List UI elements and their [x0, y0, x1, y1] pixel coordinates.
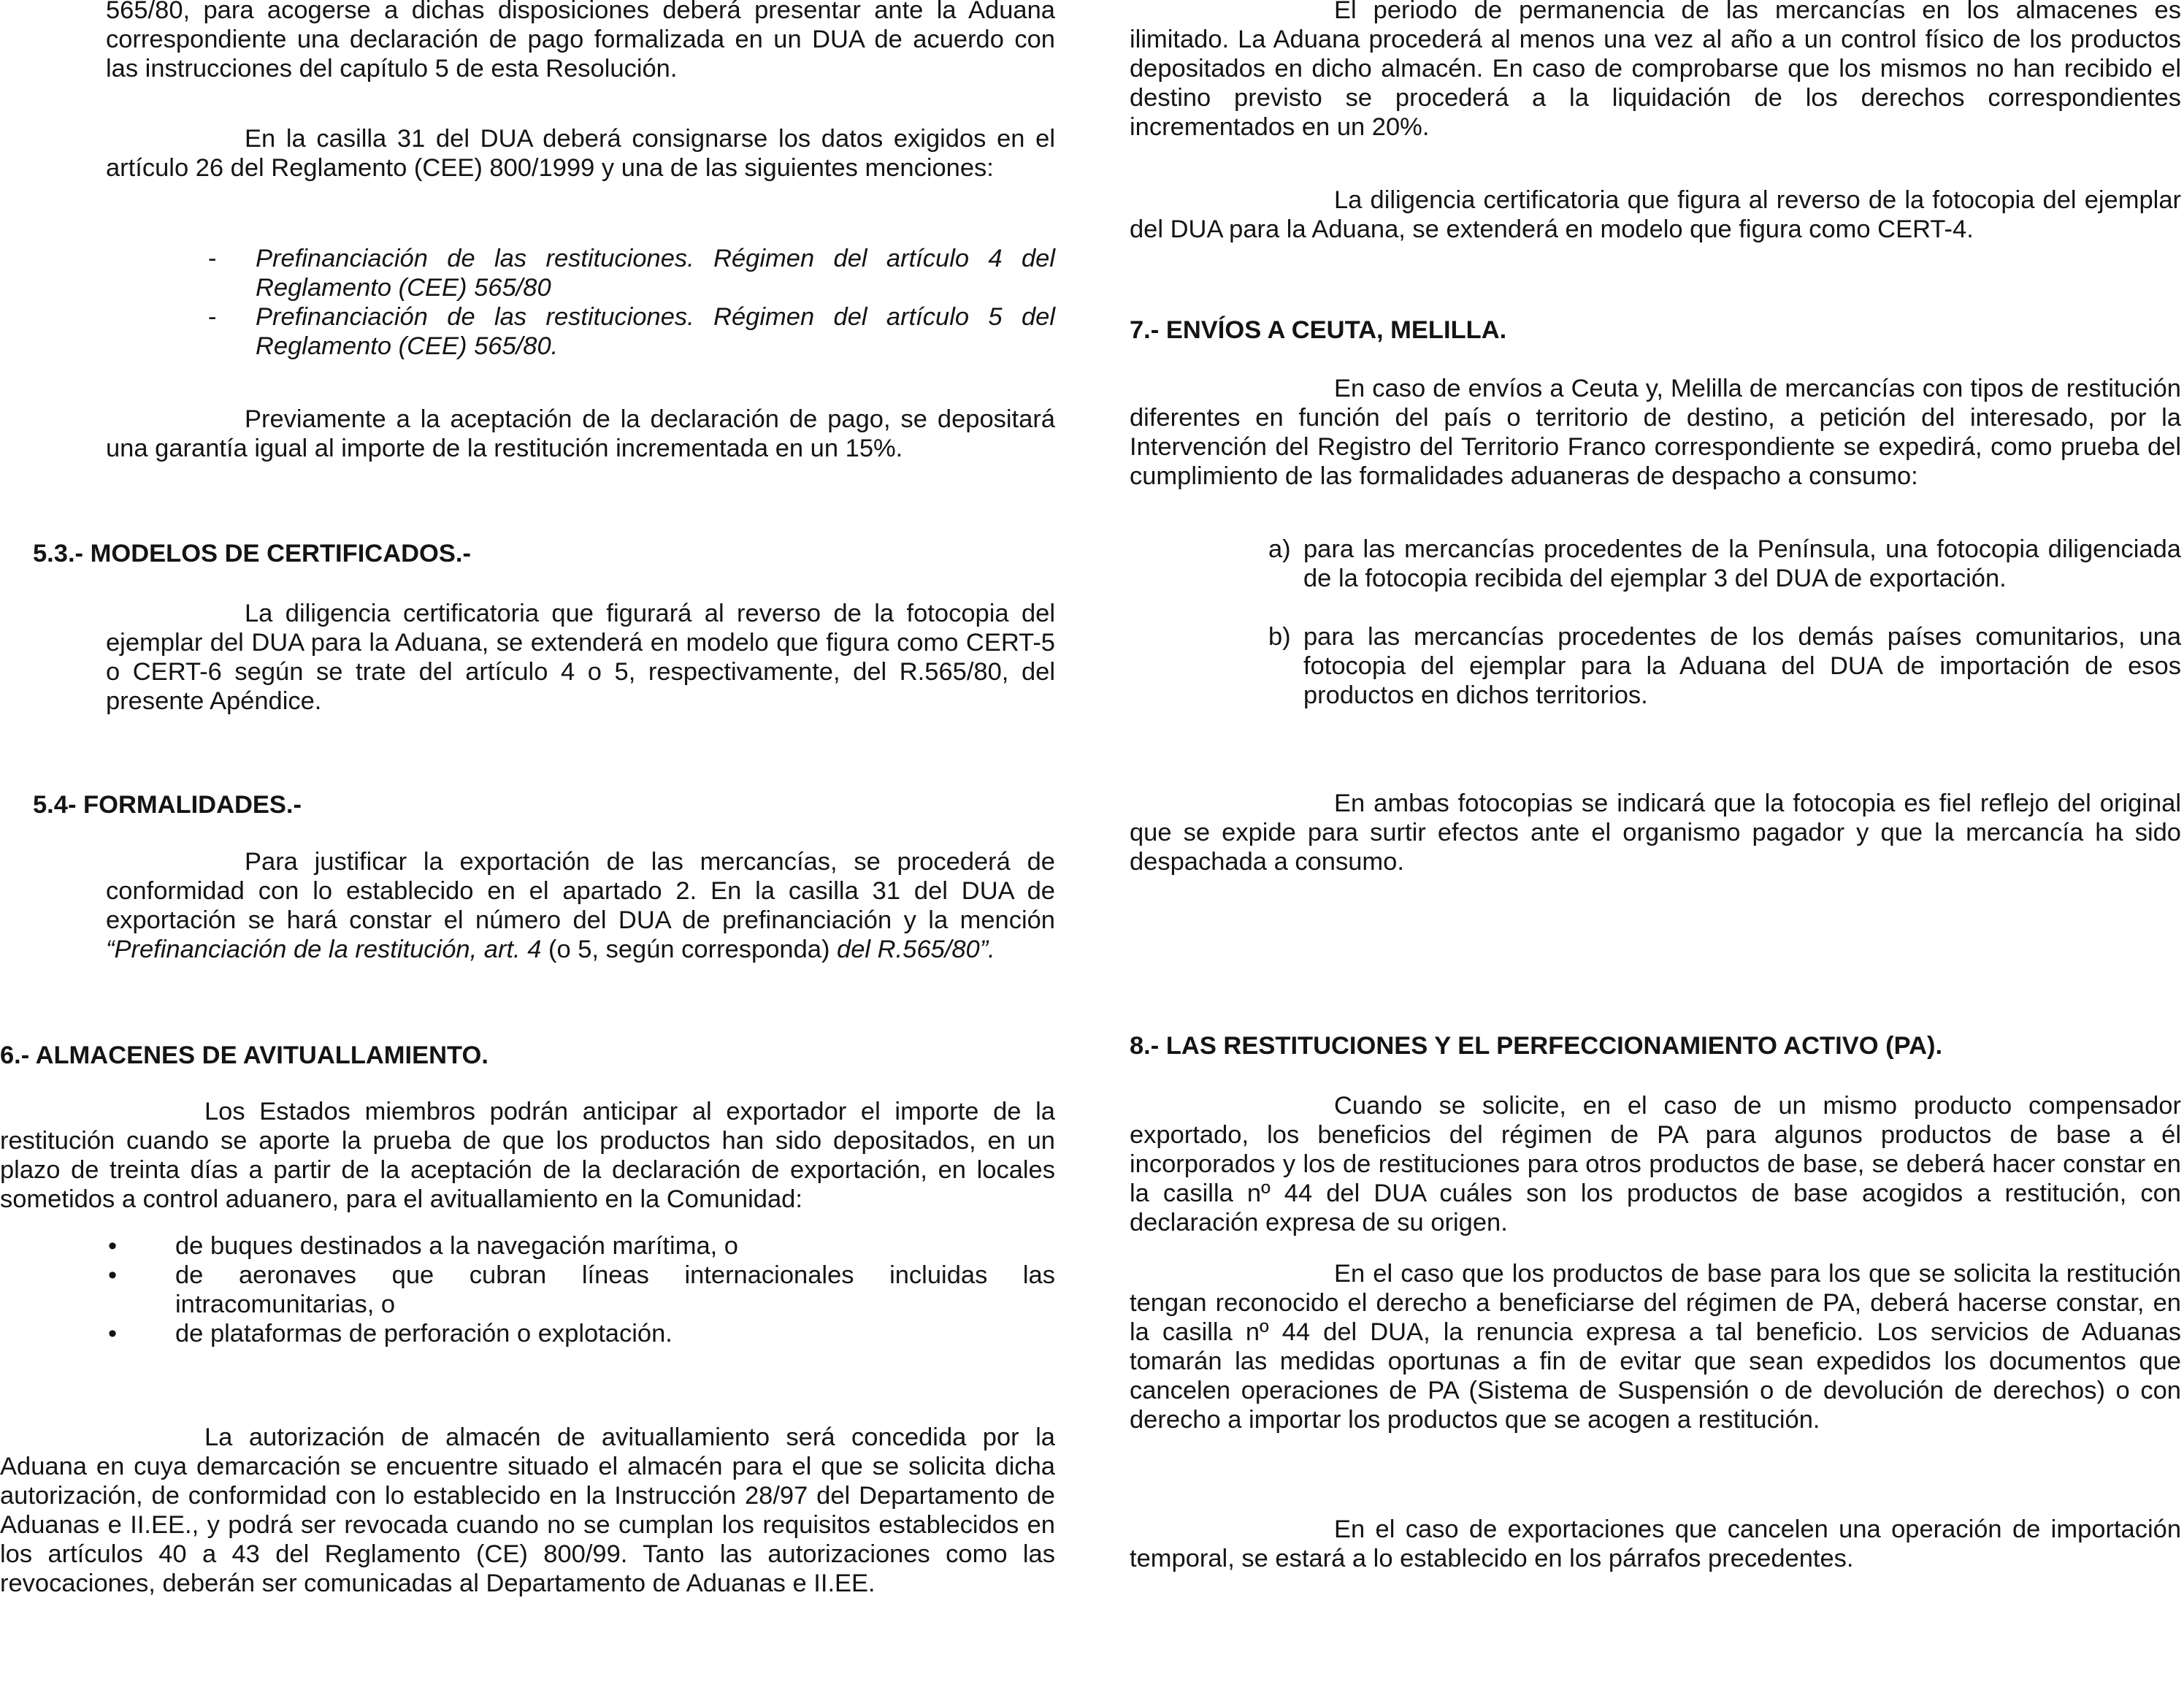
section-5-4-paragraph: Para justificar la exportación de las mercancías, se procederá de conformidad con lo establecido en el apartado 2. En la casilla 31 del DUA de exportación se hará constar el número del DUA de prefinanciación y la mención “Prefinanciación de la restitución, art. 4 (o 5, según corresponda) del R.565/80”. [106, 848, 1055, 963]
section-8-paragraph-1: Cuando se solicite, en el caso de un mismo producto compensador exportado, los beneficios del régimen de PA para algunos productos de base a él incorporados y los de restituciones para otros productos de base, se deberá hacer constar en la casilla nº 44 del DUA cuáles son los productos de base acogidos a restitución, con declaración expresa de su origen. [1130, 1092, 2181, 1236]
bullet-marker: • [108, 1232, 118, 1260]
list-item: • de plataformas de perforación o explotación. [108, 1320, 673, 1347]
list-item: - Prefinanciación de las restituciones. Régimen del artículo 5 del Reglamento (CEE) 565/80. [208, 303, 1055, 360]
autorizacion-paragraph: La autorización de almacén de avituallamiento será concedida por la Aduana en cuya demarcación se encuentre situado el almacén para el que se solicita dicha autorización, de conformidad con lo establecido en la Instrucción 28/97 del Departamento de Aduanas e II.EE., y podrá ser revocada cuando no se cumplan los requisitos establecidos en los artículos 40 a 43 del Reglamento (CE) 800/99. Tanto las autorizaciones como las revocaciones, deberán ser comunicadas al Departamento de Aduanas e II.EE. [0, 1423, 1055, 1597]
avituallamiento-list [0, 1231, 1055, 1348]
bullet-marker: • [108, 1320, 118, 1347]
section-heading-5-4: 5.4- FORMALIDADES.- [33, 791, 302, 819]
list-marker: b) [1268, 623, 1291, 651]
list-item: b) para las mercancías procedentes de los demás países comunitarios, una fotocopia del ejemplar para la Aduana del DUA de importación de esos productos en dichos territorios. [1268, 623, 2181, 709]
section-heading-5-3: 5.3.- MODELOS DE CERTIFICADOS.- [33, 540, 471, 567]
permanencia-paragraph: El periodo de permanencia de las mercancías en los almacenes es ilimitado. La Aduana procederá al menos una vez al año a un control físico de los productos depositados en dicho almacén. En caso de comprobarse que los mismos no han recibido el destino previsto se procederá a la liquidación de los derechos correspondientes incrementados en un 20%. [1130, 0, 2181, 141]
list-item: a) para las mercancías procedentes de la Península, una fotocopia diligenciada de la fotocopia recibida del ejemplar 3 del DUA de exportación. [1268, 535, 2181, 592]
section-6-paragraph: Los Estados miembros podrán anticipar al exportador el importe de la restitución cuando se aporte la prueba de que los productos han sido depositados, en un plazo de treinta días a partir de la aceptación de la declaración de exportación, en locales sometidos a control aduanero, para el avituallamiento en la Comunidad: [0, 1098, 1055, 1213]
list-item: • de aeronaves que cubran líneas internacionales incluidas las intracomunitarias, o [108, 1261, 1055, 1318]
section-heading-6: 6.- ALMACENES DE AVITUALLAMIENTO. [0, 1041, 488, 1069]
section-heading-8: 8.- LAS RESTITUCIONES Y EL PERFECCIONAMIENTO ACTIVO (PA). [1130, 1032, 1943, 1060]
section-7-paragraph: En caso de envíos a Ceuta y, Melilla de mercancías con tipos de restitución diferentes en función del país o territorio de destino, a petición del interesado, por la Intervención del Registro del Territorio Franco correspondiente se expedirá, como prueba del cumplimiento de las formalidades aduaneras de despacho a consumo: [1130, 375, 2181, 490]
list-item: • de buques destinados a la navegación marítima, o [108, 1232, 738, 1260]
bullet-marker: • [108, 1261, 118, 1289]
intro-paragraph: 565/80, para acogerse a dichas disposiciones deberá presentar ante la Aduana correspondiente una declaración de pago formalizada en un DUA de acuerdo con las instrucciones del capítulo 5 de esta Resolución. [106, 0, 1055, 83]
cert-4-paragraph: La diligencia certificatoria que figura al reverso de la fotocopia del ejemplar del DUA para la Aduana, se extenderá en modelo que figura como CERT-4. [1130, 186, 2181, 243]
casilla-31-paragraph: En la casilla 31 del DUA deberá consignarse los datos exigidos en el artículo 26 del Reglamento (CEE) 800/1999 y una de las siguientes menciones: [106, 125, 1055, 182]
list-item: - Prefinanciación de las restituciones. Régimen del artículo 4 del Reglamento (CEE) 565/80 [208, 245, 1055, 302]
section-heading-7: 7.- ENVÍOS A CEUTA, MELILLA. [1130, 316, 1507, 344]
section-5-3-paragraph: La diligencia certificatoria que figurará al reverso de la fotocopia del ejemplar del DUA para la Aduana, se extenderá en modelo que figura como CERT-5 o CERT-6 según se trate del artículo 4 o 5, respectivamente, del R.565/80, del presente Apéndice. [106, 600, 1055, 715]
dash-marker: - [208, 245, 217, 272]
dash-marker: - [208, 303, 217, 331]
fotocopias-paragraph: En ambas fotocopias se indicará que la fotocopia es fiel reflejo del original que se expide para surtir efectos ante el organismo pagador y que la mercancía ha sido despachada a consumo. [1130, 790, 2181, 876]
list-marker: a) [1268, 535, 1291, 563]
section-8-paragraph-3: En el caso de exportaciones que cancelen una operación de importación temporal, se estará a lo establecido en los párrafos precedentes. [1130, 1515, 2181, 1572]
garantia-paragraph: Previamente a la aceptación de la declaración de pago, se depositará una garantía igual al importe de la restitución incrementada en un 15%. [106, 405, 1055, 462]
mentions-list [106, 244, 1055, 361]
section-8-paragraph-2: En el caso que los productos de base para los que se solicita la restitución tengan reconocido el derecho a beneficiarse del régimen de PA, deberá hacerse constar, en la casilla nº 44 del DUA, la renuncia expresa a tal beneficio. Los servicios de Aduanas tomarán las medidas oportunas a fin de evitar que sean expedidos los documentos que cancelen operaciones de PA (Sistema de Suspensión o de devolución de derechos) o con derecho a importar los productos que se acogen a restitución. [1130, 1260, 2181, 1434]
ceuta-melilla-list [1130, 535, 2181, 710]
